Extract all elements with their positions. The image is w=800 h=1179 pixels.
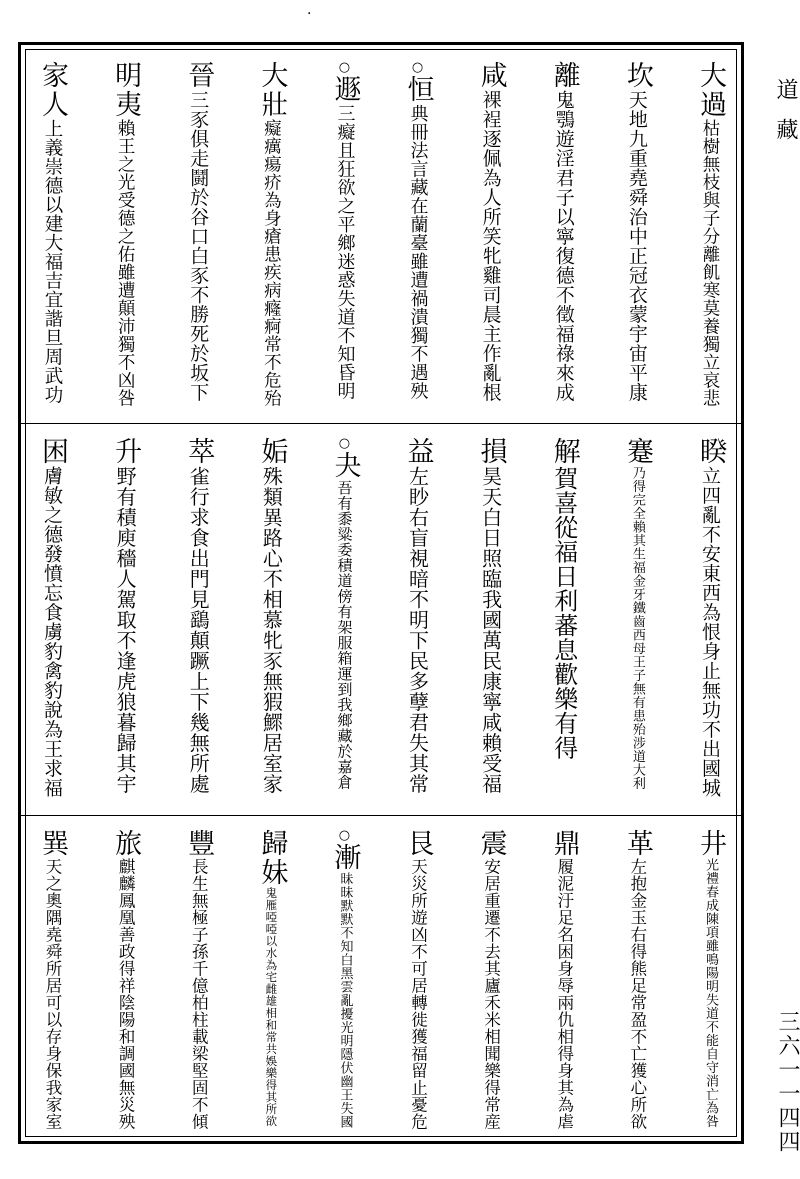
hexagram-column	[33, 437, 71, 798]
hexagram-name: 升	[110, 437, 142, 466]
verse-text: 裸裎逐佩為人所笑牝雞司晨主作亂根	[479, 90, 502, 402]
hexagram-name: 革	[621, 829, 653, 858]
verse-text: 昧昧默默不知白黑雲亂擾光明隱伏幽王失國	[337, 872, 353, 1129]
hexagram-column	[325, 61, 363, 400]
verse-text: 賴王之光受德之佑雖遭顛沛獨不凶咎	[115, 119, 136, 407]
verse-text: 昊天白日照臨我國萬民康寧咸賴受福	[478, 466, 503, 794]
hexagram-column	[472, 829, 510, 1130]
hexagram-column	[691, 829, 729, 1128]
verse-text: 安居重遷不去其廬禾米相聞樂得常産	[481, 858, 501, 1130]
page-number: 三六一一四四	[775, 1010, 800, 1154]
hexagram-name: 萃	[183, 437, 215, 466]
hexagram-column	[691, 61, 729, 407]
hexagram-column	[472, 437, 510, 794]
circle-mark: ○	[411, 60, 424, 75]
verse-text: 賀喜從福日利蕃息歡樂有得	[549, 466, 578, 760]
hexagram-column	[399, 61, 437, 400]
circle-mark: ○	[338, 828, 351, 843]
hexagram-name: 損	[475, 437, 507, 466]
hexagram-name: 遯	[329, 75, 361, 104]
hexagram-name: 離	[548, 61, 580, 90]
hexagram-name: 解	[548, 437, 580, 466]
verse-text: 左抱金玉右得熊足常盈不亡獲心所欲	[627, 858, 647, 1130]
hexagram-column	[618, 437, 656, 790]
hexagram-name: 困	[37, 437, 68, 466]
side-label: 道藏	[773, 78, 798, 158]
hexagram-column	[179, 829, 217, 1130]
verse-text: 履泥汙足名困身辱兩仇相得身其為虐	[554, 858, 574, 1130]
verse-text: 膚敏之德發憤忘食虜豹禽豹說為王求福	[41, 466, 63, 798]
hexagram-name: 明夷	[110, 61, 142, 119]
hexagram-column	[179, 437, 217, 794]
verse-text: 光禮春成陳項雖鳴陽明失道不能自守消亡為咎	[703, 858, 718, 1128]
hexagram-name: 蹇	[621, 437, 653, 466]
hexagram-column	[33, 61, 71, 404]
circle-mark: ○	[338, 60, 351, 75]
hexagram-name: 鼎	[548, 829, 580, 858]
hexagram-column	[325, 829, 363, 1129]
top-mark: .	[307, 2, 312, 18]
hexagram-name: 大壯	[256, 61, 288, 119]
verse-text: 吾有黍粱委積道傍有架服箱運到我鄉藏於嘉倉	[335, 480, 354, 790]
hexagram-column	[399, 437, 437, 794]
hexagram-column	[618, 61, 656, 402]
hexagram-name: 睽	[695, 437, 726, 466]
page-frame	[18, 42, 744, 1144]
hexagram-column	[399, 829, 437, 1130]
hexagram-column	[545, 437, 583, 760]
verse-text: 三癡且狂欲之平鄉迷惑失道不知昏明	[334, 104, 356, 400]
verse-text: 天之奧隅堯舜所居可以存身保我家室	[43, 858, 62, 1130]
hexagram-name: 井	[695, 829, 726, 858]
hexagram-column	[618, 829, 656, 1130]
hexagram-name: 旅	[110, 829, 142, 858]
hexagram-column	[179, 61, 217, 402]
verse-text: 乃得完全賴其生福金牙鐵齒西母王子無有患殆涉道大利	[629, 466, 645, 790]
verse-text: 鬼鶚遊淫君子以寧復德不徵福祿來成	[552, 90, 575, 402]
hexagram-column	[545, 829, 583, 1130]
hexagram-column	[545, 61, 583, 402]
hexagram-name: 豐	[183, 829, 215, 858]
hexagram-name: 震	[475, 829, 507, 858]
hexagram-column	[472, 61, 510, 402]
verse-text: 天地九重堯舜治中正冠衣蒙宇宙平康	[625, 90, 648, 402]
verse-text: 殊類異路心不相慕牝豕無猳鰥居室家	[259, 466, 284, 794]
hexagram-name: 咸	[475, 61, 507, 90]
verse-text: 枯樹無枝與子分離飢寒莫養獨立哀悲	[700, 119, 720, 407]
hexagram-name: 漸	[329, 843, 361, 872]
hexagram-name: 歸妹	[256, 829, 288, 887]
verse-text: 麒麟鳳凰善政得祥陰陽和調國無災殃	[116, 858, 136, 1130]
text-section-2	[33, 437, 729, 803]
hexagram-name: 夬	[329, 451, 361, 480]
hexagram-column	[106, 829, 144, 1130]
hexagram-name: 益	[402, 437, 434, 466]
verse-text: 長生無極子孫千億柏柱載梁堅固不傾	[189, 858, 209, 1130]
verse-text: 上義崇德以建大福吉宜諧旦周武功	[42, 119, 63, 404]
text-section-3	[33, 829, 729, 1134]
hexagram-name: 巽	[37, 829, 68, 858]
text-section-1	[33, 61, 729, 411]
hexagram-column	[106, 61, 144, 407]
verse-text: 立四亂不安東西為恨身止無功不出國城	[699, 466, 721, 798]
verse-text: 典冊法言藏在蘭臺雖遭禍潰獨不遇殃	[407, 104, 429, 400]
hexagram-column	[106, 437, 144, 794]
hexagram-column	[33, 829, 71, 1130]
hexagram-column	[252, 61, 290, 407]
hexagram-column	[252, 829, 290, 1127]
section-divider	[21, 815, 741, 816]
hexagram-column	[691, 437, 729, 798]
verse-text: 鬼雁啞啞以水為宅雌雄相和常共娛樂得其所欲	[264, 887, 279, 1127]
hexagram-name: 晉	[183, 61, 215, 90]
verse-text: 三豕俱走鬪於谷口白豕不勝死於坂下	[187, 90, 210, 402]
verse-text: 癡癘瘍疥為身瘡患疾病癃痾常不危殆	[261, 119, 282, 407]
hexagram-column	[252, 437, 290, 794]
verse-text: 天災所遊凶不可居轉徙獲福留止憂危	[408, 858, 428, 1130]
hexagram-name: 艮	[402, 829, 434, 858]
verse-text: 左眇右盲視暗不明下民多孽君失其常	[405, 466, 430, 794]
hexagram-name: 大過	[695, 61, 726, 119]
circle-mark: ○	[338, 436, 351, 451]
hexagram-name: 恒	[402, 75, 434, 104]
hexagram-column	[325, 437, 363, 790]
section-divider	[21, 423, 741, 424]
hexagram-name: 坎	[621, 61, 653, 90]
verse-text: 野有積庾穡人駕取不逢虎狼暮歸其宇	[113, 466, 138, 794]
verse-text: 雀行求食出門見鷂顛蹶上下幾無所處	[186, 466, 211, 794]
hexagram-name: 家人	[37, 61, 68, 119]
hexagram-name: 姤	[256, 437, 288, 466]
